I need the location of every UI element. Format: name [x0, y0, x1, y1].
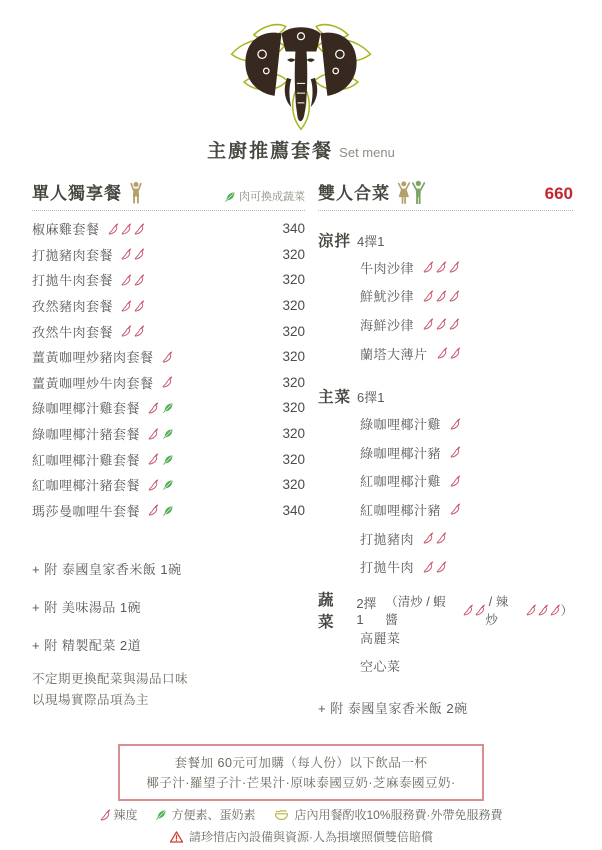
bowl-icon — [272, 807, 291, 822]
item-price: 320 — [282, 400, 305, 416]
item-price: 320 — [282, 426, 305, 442]
section-title: 涼拌 — [318, 233, 352, 250]
menu-columns — [32, 176, 573, 717]
spice-level — [436, 347, 459, 359]
item-name: 綠咖哩椰汁豬 — [360, 445, 442, 461]
single-set-header — [32, 176, 305, 211]
spice-level — [449, 475, 459, 487]
spice-level — [147, 504, 174, 516]
spice-level — [147, 479, 174, 491]
legend-item — [272, 806, 503, 823]
menu-item — [32, 421, 305, 447]
spice-level — [161, 376, 171, 388]
item-name: 紅咖哩椰汁豬套餐 — [32, 478, 141, 494]
chili-icon — [147, 453, 159, 465]
legend-label: 店內用餐酌收10%服務費·外帶免服務費 — [294, 808, 503, 822]
spice-level — [120, 325, 143, 337]
item-name: 綠咖哩椰汁雞套餐 — [32, 401, 141, 417]
rice-include-note: + 附 泰國皇家香米飯 2碗 — [318, 701, 468, 717]
item-price: 320 — [282, 349, 305, 365]
legend-label: 方便素、蛋奶素 — [171, 808, 256, 822]
chili-icon — [474, 604, 486, 616]
menu-item — [32, 293, 305, 319]
item-name: 椒麻雞套餐 — [32, 222, 100, 238]
chili-icon — [435, 532, 447, 544]
promo-line-2: 椰子汁·羅望子汁·芒果汁·原味泰國豆奶·芝麻泰國豆奶· — [146, 776, 456, 790]
chili-icon — [549, 604, 561, 616]
spice-level — [422, 290, 458, 302]
chili-icon — [449, 503, 461, 515]
item-name: 瑪莎曼咖哩牛套餐 — [32, 503, 141, 519]
chili-icon — [422, 290, 434, 302]
item-price: 320 — [282, 298, 305, 314]
chili-icon — [133, 223, 145, 235]
title-zh: 主廚推薦套餐 — [207, 141, 334, 162]
drinks-promo-box — [118, 744, 484, 801]
item-name: 孜然豬肉套餐 — [32, 299, 114, 315]
restaurant-logo — [213, 14, 389, 132]
leaf-icon — [163, 454, 174, 465]
item-name: 綠咖哩椰汁豬套餐 — [32, 427, 141, 443]
menu-item — [32, 395, 305, 421]
chili-icon — [147, 428, 159, 440]
item-price: 320 — [282, 246, 305, 262]
item-name: 蘭塔大薄片 — [360, 346, 428, 362]
single-set-items — [32, 211, 305, 523]
chili-icon — [449, 418, 461, 430]
section-header — [318, 591, 573, 631]
chili-icon — [107, 223, 119, 235]
menu-item — [360, 438, 573, 467]
item-name: 空心菜 — [360, 659, 401, 675]
chili-icon — [133, 274, 145, 286]
item-price: 320 — [282, 374, 305, 390]
item-name: 打拋豬肉 — [360, 531, 415, 547]
spice-level — [449, 503, 459, 515]
item-name: 綠咖哩椰汁雞 — [360, 417, 442, 433]
warning-label: 請珍惜店內設備與資源·人為損壞照價雙倍賠償 — [189, 830, 433, 844]
chili-icon — [422, 561, 434, 573]
leaf-icon — [225, 191, 236, 202]
spice-level — [120, 300, 143, 312]
chili-icon — [449, 347, 461, 359]
spice-level — [120, 274, 143, 286]
footnote-line: 以現場實際品項為主 — [32, 693, 150, 708]
menu-item — [360, 339, 573, 368]
single-set-includes — [32, 549, 305, 663]
item-name: 牛肉沙律 — [360, 260, 415, 276]
item-name: 紅咖哩椰汁豬 — [360, 502, 442, 518]
menu-item — [32, 498, 305, 524]
chili-icon — [422, 261, 434, 273]
footer-legend — [0, 806, 602, 845]
chili-icon — [462, 604, 474, 616]
chili-icon — [435, 261, 447, 273]
legend-item — [153, 806, 255, 823]
double-set-heading: 雙人合菜 — [318, 184, 390, 203]
spice-level — [449, 418, 459, 430]
menu-item — [32, 344, 305, 370]
item-price: 340 — [282, 221, 305, 237]
double-set-price: 660 — [544, 184, 573, 203]
page-title — [0, 136, 602, 163]
item-price: 340 — [282, 502, 305, 518]
chili-icon — [133, 248, 145, 260]
spice-level — [107, 223, 143, 235]
chili-icon — [435, 318, 447, 330]
chili-icon — [436, 347, 448, 359]
item-name: 打拋牛肉 — [360, 560, 415, 576]
menu-item — [360, 552, 573, 581]
item-name: 鮮魷沙律 — [360, 289, 415, 305]
item-name: 紅咖哩椰汁雞套餐 — [32, 452, 141, 468]
chili-icon — [161, 376, 173, 388]
spice-level — [422, 532, 445, 544]
single-set-column — [32, 176, 305, 717]
single-set-footnote — [32, 669, 305, 711]
menu-item — [32, 242, 305, 268]
menu-section — [318, 383, 573, 581]
chili-icon — [525, 604, 537, 616]
chili-icon — [120, 248, 132, 260]
meat-swap-note — [222, 188, 305, 204]
spice-level — [147, 453, 174, 465]
chili-icon — [435, 561, 447, 573]
chili-icon — [161, 351, 173, 363]
menu-item — [32, 446, 305, 472]
menu-item — [360, 310, 573, 339]
item-price: 320 — [282, 451, 305, 467]
legend-label: 辣度 — [113, 808, 138, 822]
footnote-line: 不定期更換配菜與湯品口味 — [32, 672, 189, 687]
leaf-icon — [163, 505, 174, 516]
chili-icon — [537, 604, 549, 616]
elephant-lotus-icon — [213, 14, 389, 132]
spice-level — [147, 428, 174, 440]
double-set-sections — [318, 227, 573, 680]
item-name: 孜然牛肉套餐 — [32, 324, 114, 340]
spice-level — [449, 446, 459, 458]
item-name: 打拋豬肉套餐 — [32, 247, 114, 263]
item-name: 高麗菜 — [360, 630, 401, 646]
menu-item — [360, 524, 573, 553]
item-price: 320 — [282, 323, 305, 339]
section-pick-count: 6擇1 — [357, 389, 385, 405]
chili-icon — [147, 402, 159, 414]
chili-icon — [120, 223, 132, 235]
chili-icon — [147, 479, 159, 491]
spice-level — [422, 261, 458, 273]
leaf-icon — [163, 479, 174, 490]
menu-section — [318, 227, 573, 367]
menu-item — [32, 216, 305, 242]
legend-row — [0, 806, 602, 823]
menu-section — [318, 591, 573, 680]
title-en: Set menu — [339, 145, 395, 160]
chili-icon — [449, 446, 461, 458]
menu-item — [360, 495, 573, 524]
chili-icon — [120, 274, 132, 286]
included-item: + 附 精製配菜 2道 — [32, 637, 142, 653]
chili-icon — [435, 290, 447, 302]
item-name: 薑黃咖哩炒牛肉套餐 — [32, 375, 154, 391]
person-icon — [128, 181, 144, 204]
promo-line-1: 套餐加 60元可加購（每人份）以下飲品一杯 — [174, 756, 428, 770]
section-pick-count: 4擇1 — [357, 233, 385, 249]
item-price: 320 — [282, 272, 305, 288]
included-item: + 附 泰國皇家香米飯 1碗 — [32, 561, 182, 577]
leaf-icon — [156, 809, 167, 820]
item-name: 紅咖哩椰汁雞 — [360, 474, 442, 490]
veg-options: （清炒 / 蝦醬 / 辣炒 ） — [385, 594, 573, 627]
chili-icon — [99, 809, 111, 821]
leaf-icon — [163, 428, 174, 439]
chili-icon — [120, 325, 132, 337]
item-price: 320 — [282, 477, 305, 493]
double-set-header — [318, 176, 573, 211]
meat-swap-note-text: 肉可換成蔬菜 — [239, 191, 305, 203]
section-header — [318, 227, 573, 253]
chili-icon — [449, 475, 461, 487]
menu-item — [32, 370, 305, 396]
chili-icon — [120, 300, 132, 312]
section-header — [318, 383, 573, 409]
single-set-heading: 單人獨享餐 — [32, 184, 122, 203]
menu-item — [360, 253, 573, 282]
chili-icon — [422, 532, 434, 544]
warning-row — [0, 828, 602, 845]
chili-icon — [147, 504, 159, 516]
warning-icon — [169, 830, 184, 844]
section-title: 蔬菜 — [318, 591, 335, 631]
chili-icon — [448, 261, 460, 273]
spice-level — [147, 402, 174, 414]
chili-icon — [133, 300, 145, 312]
item-name: 薑黃咖哩炒豬肉套餐 — [32, 350, 154, 366]
double-set-column — [318, 176, 573, 717]
section-pick-count: 2擇1 — [356, 595, 377, 627]
spice-level — [120, 248, 143, 260]
menu-item — [32, 267, 305, 293]
chili-icon — [422, 318, 434, 330]
item-name: 打拋牛肉套餐 — [32, 273, 114, 289]
legend-item — [99, 806, 137, 823]
menu-item — [360, 282, 573, 311]
couple-icon — [396, 180, 427, 204]
item-name: 海鮮沙律 — [360, 317, 415, 333]
menu-item — [32, 318, 305, 344]
chili-icon — [448, 290, 460, 302]
section-title: 主菜 — [318, 389, 352, 407]
included-item: + 附 美味湯品 1碗 — [32, 599, 142, 615]
leaf-icon — [163, 402, 174, 413]
menu-item — [360, 409, 573, 438]
chili-icon — [448, 318, 460, 330]
spice-level — [161, 351, 171, 363]
chili-icon — [133, 325, 145, 337]
menu-item — [32, 472, 305, 498]
spice-level — [422, 318, 458, 330]
menu-item — [360, 652, 573, 681]
spice-level — [422, 561, 445, 573]
menu-item — [360, 467, 573, 496]
